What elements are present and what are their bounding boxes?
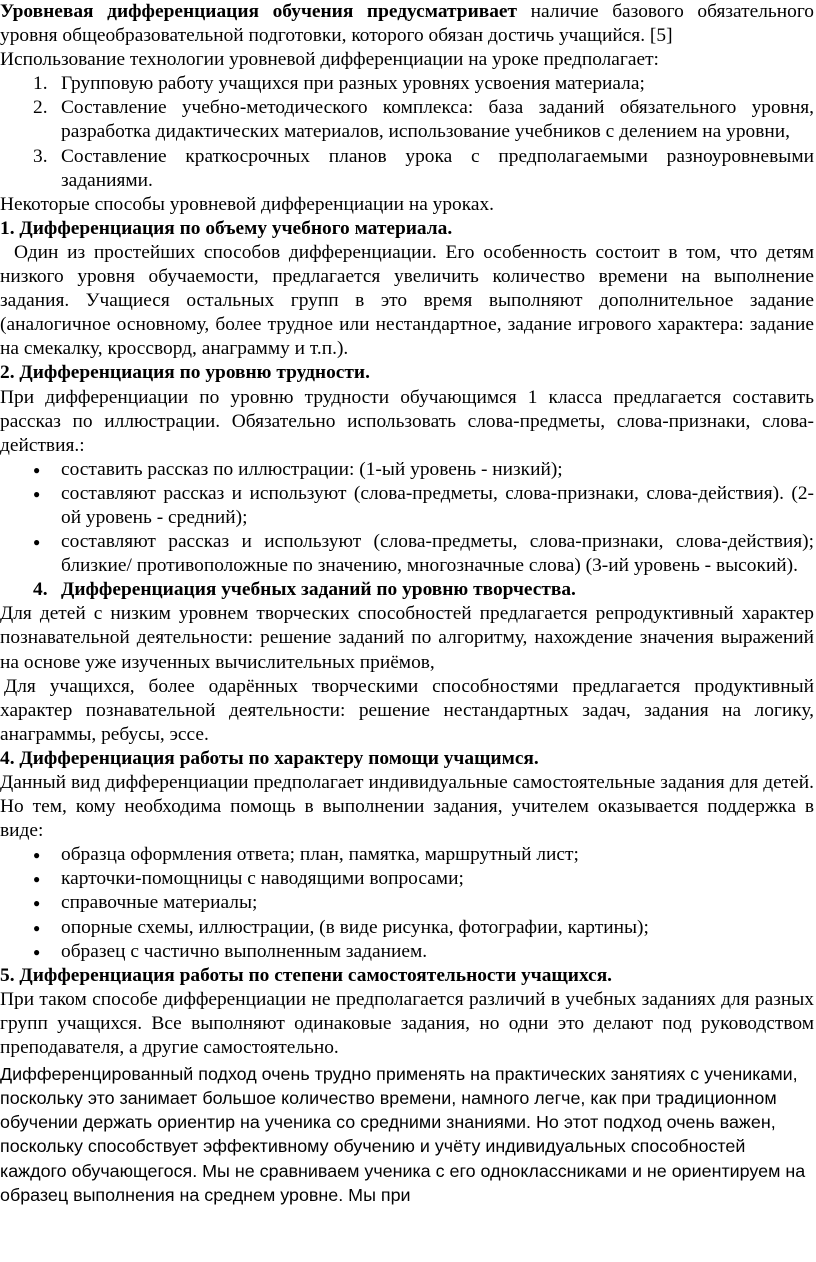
bullet-text: составить рассказ по иллюстрации: (1-ый уровень - низкий); xyxy=(61,458,563,480)
section5-heading-text: 5. Дифференциация работы по степени самостоятельности учащихся. xyxy=(0,964,613,986)
section3-heading-text: Дифференциация учебных заданий по уровню творчества. xyxy=(61,579,576,601)
section4-heading xyxy=(0,747,814,771)
bullet-text: составляют рассказ и используют (слова-предметы, слова-признаки, слова-действия); близкие/ противоположные по значению, многозначные слова) (3-ий уровень - высокий). xyxy=(61,531,814,577)
bullet-icon: ● xyxy=(33,462,41,477)
section3-text2: Для учащихся, более одарённых творческими способностями предлагается продуктивный характер познавательной деятельности: решение нестандартных задач, задания на логику, анаграммы, ребусы, эссе. xyxy=(0,675,814,745)
bullet-text: образца оформления ответа; план, памятка, маршрутный лист; xyxy=(61,844,579,866)
section1-heading xyxy=(0,217,814,241)
bullet-item xyxy=(0,530,814,578)
section2-heading-text: 2. Дифференциация по уровню трудности. xyxy=(0,362,370,384)
tech-list xyxy=(0,72,814,192)
section1-text: Один из простейших способов дифференциации. Его особенность состоит в том, что детям низкого уровня обучаемости, предлагается увеличить количество времени на выполнение задания. Учащиеся остальных групп в это время выполняют дополнительное задание (аналогичное основному, более трудное или нестандартное, задание игрового характера: задание на смекалку, кроссворд, анаграмму и т.п.). xyxy=(0,241,814,360)
bullet-text: составляют рассказ и используют (слова-предметы, слова-признаки, слова-действия). (2-ой уровень - средний); xyxy=(61,482,814,528)
bullet-icon: ● xyxy=(33,486,41,501)
bullet-item xyxy=(0,916,814,940)
list-item-text: Составление учебно-методического комплекса: база заданий обязательного уровня, разработка дидактических материалов, использование учебников с делением на уровни, xyxy=(61,97,814,143)
list-item-text: Составление краткосрочных планов урока с предполагаемыми разноуровневыми заданиями. xyxy=(61,145,814,191)
section4-heading-text: 4. Дифференциация работы по характеру помощи учащимся. xyxy=(0,747,539,769)
section4-text: Данный вид дифференциации предполагает индивидуальные самостоятельные задания для детей. Но тем, кому необходима помощь в выполнении задания, учителем оказывается поддержка в виде: xyxy=(0,772,814,842)
intro-bold: Уровневая дифференциация обучения предусматривает xyxy=(0,1,518,22)
bullet-text: образец с частично выполненным заданием. xyxy=(61,940,428,962)
bullet-icon: ● xyxy=(33,944,41,959)
tech-list-item xyxy=(0,96,814,144)
bullet-item xyxy=(0,843,814,867)
section1-heading-text: 1. Дифференциация по объему учебного материала. xyxy=(0,217,453,239)
tech-list-item xyxy=(0,145,814,193)
bullet-icon: ● xyxy=(33,872,41,887)
bullet-item xyxy=(0,867,814,891)
list-item-text: Групповую работу учащихся при разных уровнях усвоения материала; xyxy=(61,73,645,95)
section3-number: 4. xyxy=(33,579,48,601)
bullet-text: справочные материалы; xyxy=(61,892,258,914)
bullet-icon: ● xyxy=(33,896,41,911)
tech-list-item xyxy=(0,72,814,96)
bullet-text: карточки-помощницы с наводящими вопросами; xyxy=(61,868,464,890)
bullet-text: опорные схемы, иллюстрации, (в виде рисунка, фотографии, картины); xyxy=(61,916,649,938)
section5-text: При таком способе дифференциации не предполагается различий в учебных заданиях для разных групп учащихся. Все выполняют одинаковые задания, но одни это делают под руководством преподавателя, а другие самостоятельно. xyxy=(0,988,814,1059)
section5-heading xyxy=(0,964,814,988)
bullet-icon: ● xyxy=(33,535,41,550)
bullet-item xyxy=(0,458,814,482)
list-number: 2. xyxy=(33,97,48,119)
section2-bullets xyxy=(0,458,814,578)
intro-paragraph xyxy=(0,0,814,48)
section3-text1: Для детей с низким уровнем творческих способностей предлагается репродуктивный характер познавательной деятельности: решение заданий по алгоритму, нахождение значения выражений на основе уже изученных вычислительных приёмов, xyxy=(0,603,814,673)
intro-rest: наличие базового обязательного уровня общеобразовательной подготовки, которого обязан достичь учащийся. [5] xyxy=(0,1,814,47)
list-number: 1. xyxy=(33,73,48,95)
closing-paragraph: Дифференцированный подход очень трудно применять на практических занятиях с учениками, поскольку это занимает большое количество времени, намного легче, как при традиционном обучении держать ориентир на ученика со средними знаниями. Но этот подход очень важен, поскольку способствует эффективному обучению и учёту индивидуальных способностей каждого обучающегося. Мы не сравниваем ученика с его одноклассниками и не ориентируем на образец выполнения на среднем уровне. Мы при xyxy=(0,1064,806,1205)
tech-intro: Использование технологии уровневой дифференциации на уроке предполагает: xyxy=(0,49,659,71)
section2-heading xyxy=(0,361,814,385)
section4-bullets xyxy=(0,843,814,963)
section2-text: При дифференциации по уровню трудности обучающимся 1 класса предлагается составить рассказ по иллюстрации. Обязательно использовать слова-предметы, слова-признаки, слова-действия.: xyxy=(0,386,814,456)
bullet-item xyxy=(0,482,814,530)
methods-intro: Некоторые способы уровневой дифференциации на уроках. xyxy=(0,193,495,215)
bullet-item xyxy=(0,940,814,964)
section3-heading xyxy=(0,578,814,602)
bullet-item xyxy=(0,891,814,915)
bullet-icon: ● xyxy=(33,848,41,863)
list-number: 3. xyxy=(33,145,48,167)
bullet-icon: ● xyxy=(33,920,41,935)
